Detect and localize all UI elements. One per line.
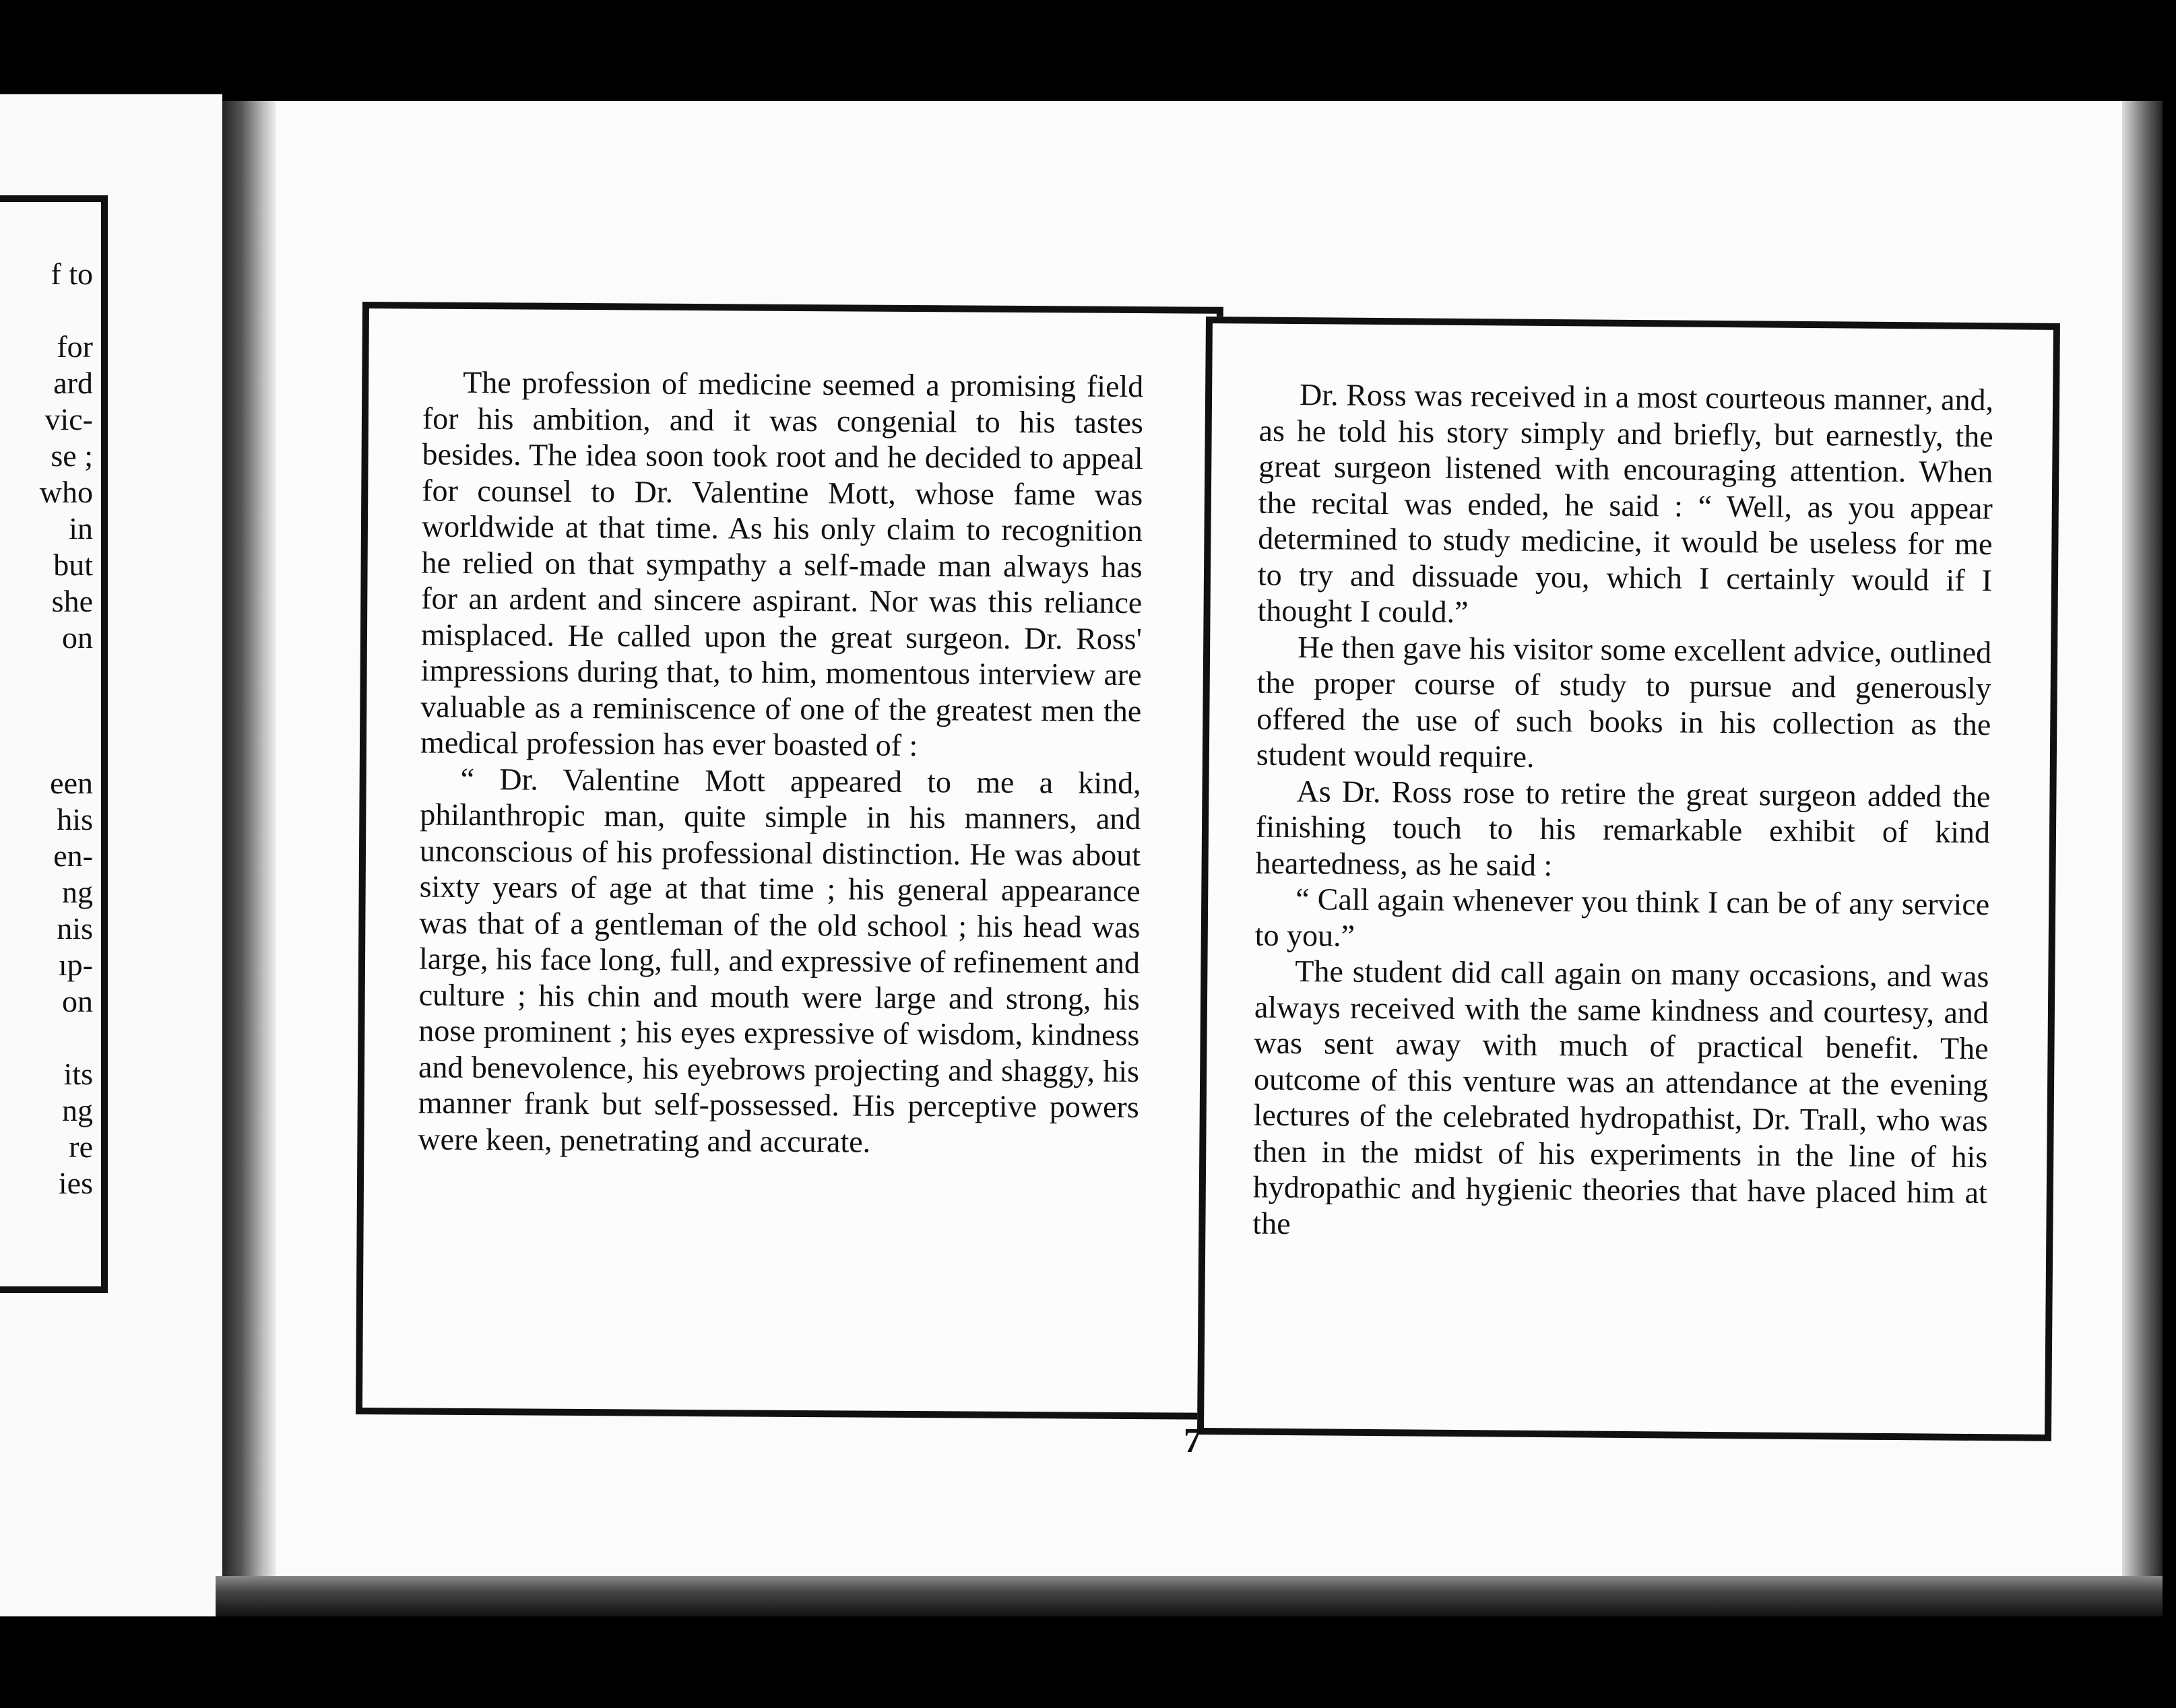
page-right-edge [2122, 101, 2163, 1603]
right-column-text [1252, 376, 1993, 1247]
paragraph: As Dr. Ross rose to retire the great surgeon added the finishing touch to his remarkable exhibit of kind heartedness, as he said : [1255, 773, 1991, 882]
paragraph: He then gave his visitor some excellent advice, outlined the proper course of study to pursue and generously offered the use of such books in his collection as the student would require. [1256, 629, 1992, 774]
fragment-line: who [39, 475, 93, 509]
left-column-frame [356, 302, 1223, 1420]
fragment-line: ies [58, 1166, 93, 1200]
fragment-line [0, 1020, 101, 1056]
paragraph: The student did call again on many occasions, and was always received with the same kindness and courtesy, and was sent away with much of practical benefit. The outcome of this venture was an attendance at the evening lectures of the celebrated hydropathist, Dr. Trall, who was then in the midst of his experiments in the line of his hydropathic and hygienic theories that have placed him at the [1252, 954, 1989, 1241]
fragment-line: en- [53, 839, 93, 873]
fragment-line [0, 729, 101, 765]
fragment-line: ng [62, 1093, 93, 1127]
fragment-line: se ; [51, 438, 93, 473]
fragment-line: on [62, 984, 93, 1018]
right-column-frame [1197, 317, 2060, 1441]
fragment-line: een [50, 766, 93, 800]
page-number: 7 [1184, 1422, 1201, 1460]
paragraph: Dr. Ross was received in a most courteous manner, and, as he told his story simply and briefly, but earnestly, the great surgeon listened with encouraging attention. When the recital was ended, he said : “ Well, as you appear determined to study medicine, it would be useless for me to try and dissuade you, which I certainly would if I thought I could.” [1257, 377, 1994, 630]
fragment-line: vic- [44, 402, 93, 436]
fragment-line: his [57, 802, 93, 836]
paragraph: The profession of medicine seemed a promising field for his ambition, and it was congenial to his tastes besides. The idea soon took root and he decided to appeal for counsel to Dr. Valentine Mott, whose fame was worldwide at that time. As his only claim to recognition he relied on that sympathy a self-made man always has for an ardent and sincere aspirant. Nor was this reliance misplaced. He called upon the great surgeon. Dr. Ross' impressions during that, to him, momentous interview are valuable as a reminiscence of one of the greatest men the medical profession has ever boasted of : [420, 364, 1144, 763]
fragment-line: she [51, 584, 93, 618]
left-page-text-fragments [0, 256, 101, 1202]
left-column-text [418, 364, 1143, 1162]
fragment-line [0, 692, 101, 729]
fragment-line: ıp- [58, 948, 93, 982]
fragment-line: ard [53, 366, 93, 400]
fragment-line: on [62, 620, 93, 655]
fragment-line: nis [57, 911, 93, 946]
fragment-line: but [53, 548, 93, 582]
book-spine-shadow [222, 101, 276, 1610]
fragment-line: re [69, 1129, 93, 1164]
paragraph: “ Call again whenever you think I can be of any service to you.” [1254, 882, 1990, 953]
fragment-line: ng [62, 875, 93, 909]
paragraph: “ Dr. Valentine Mott appeared to me a kind, philanthropic man, quite simple in his manners, and unconscious of his professional distinction. He was about sixty years of age at that time ; his general appearance was that of a gentleman of the old school ; his head was large, his face long, full, and expressive of refinement and culture ; his chin and mouth were large and strong, his nose prominent ; his eyes expressive of wisdom, kindness and benevolence, his eyebrows projecting and shaggy, his manner frank but self-possessed. His perceptive powers were keen, penetrating and accurate. [418, 761, 1141, 1159]
fragment-line [0, 656, 101, 692]
fragment-line: for [57, 329, 93, 364]
fragment-line: f to [51, 257, 93, 291]
fragment-line [0, 292, 101, 329]
fragment-line: in [69, 511, 93, 546]
page-bottom-edge [216, 1576, 2163, 1616]
fragment-line: its [63, 1057, 93, 1091]
